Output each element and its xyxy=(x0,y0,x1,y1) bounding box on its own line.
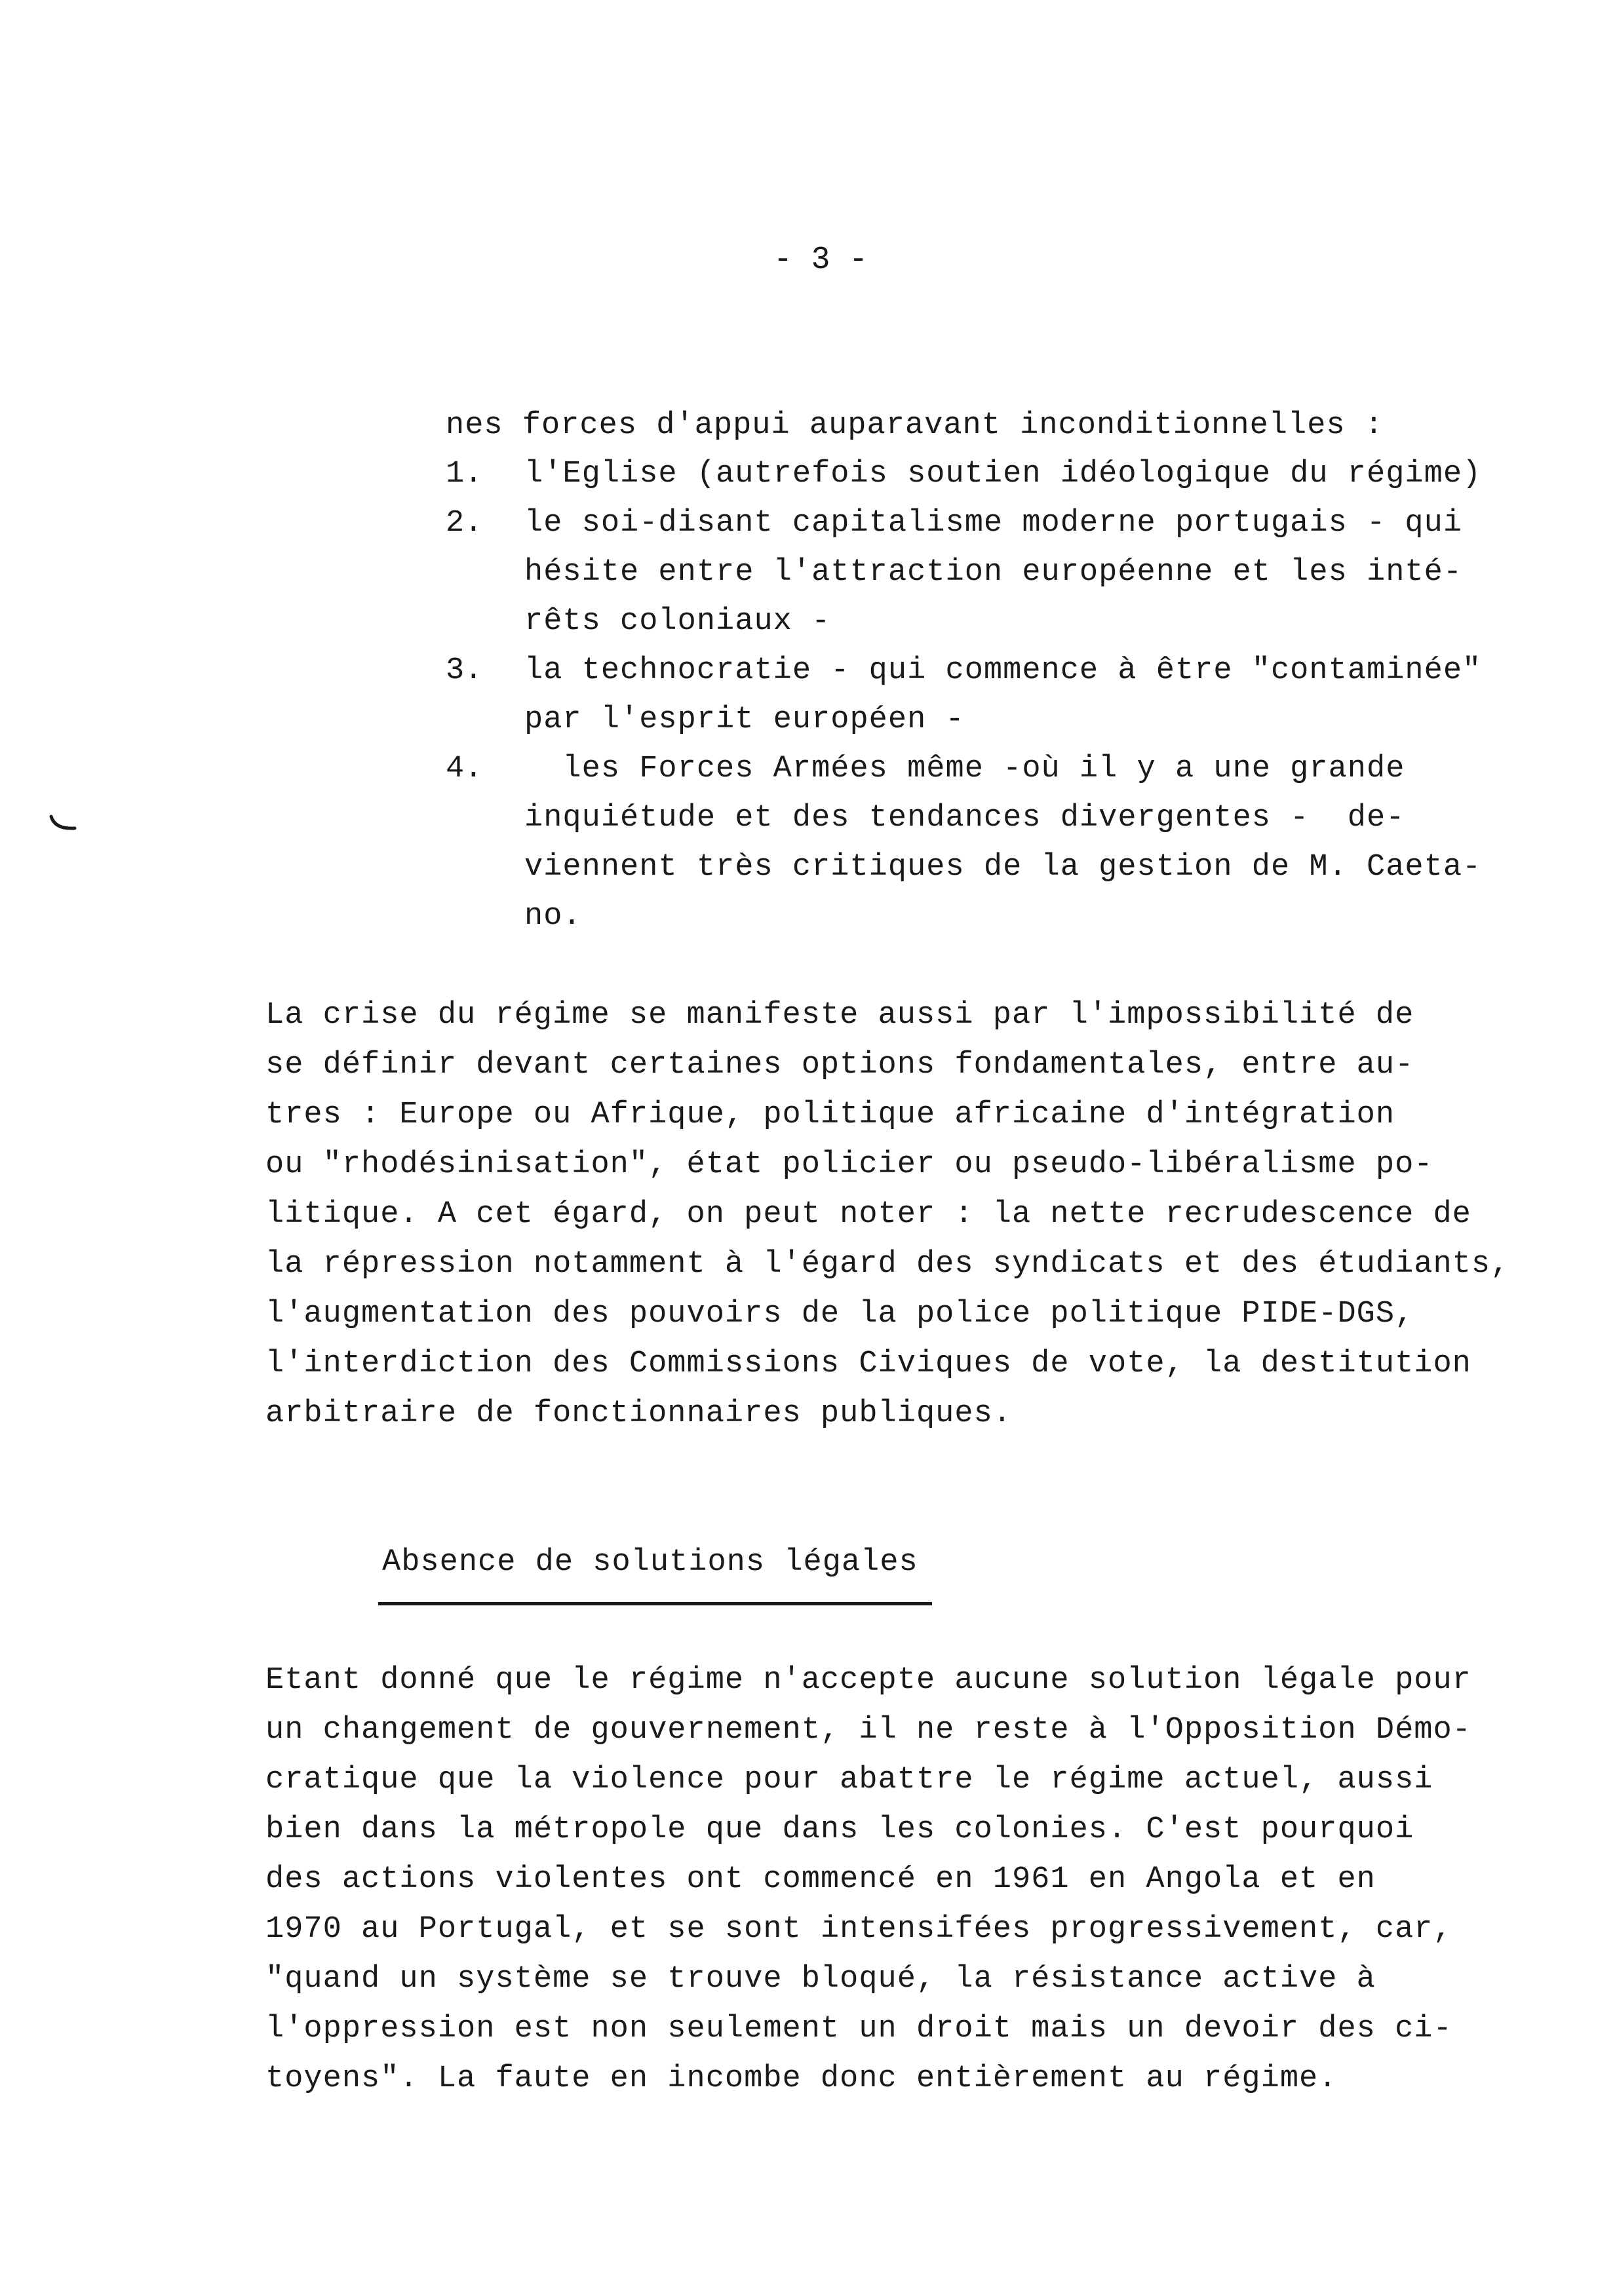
paragraph-line: Etant donné que le régime n'accepte aucune solution légale pour xyxy=(265,1663,1471,1698)
margin-pen-mark xyxy=(46,813,85,839)
paragraph-line: la répression notamment à l'égard des syndicats et des étudiants, xyxy=(265,1247,1510,1282)
list-item-line: par l'esprit européen - xyxy=(524,702,965,737)
paragraph-line: se définir devant certaines options fondamentales, entre au- xyxy=(265,1048,1414,1082)
paragraph-line: toyens". La faute en incombe donc entièrement au régime. xyxy=(265,2061,1338,2096)
paragraph-line: tres : Europe ou Afrique, politique africaine d'intégration xyxy=(265,1098,1395,1132)
paragraph-line: "quand un système se trouve bloqué, la résistance active à xyxy=(265,1962,1376,1997)
list-item-number: 4. xyxy=(446,752,483,786)
list-item-line: inquiétude et des tendances divergentes - de- xyxy=(524,801,1405,835)
paragraph-line: l'interdiction des Commissions Civiques de vote, la destitution xyxy=(265,1347,1471,1381)
paragraph-line: 1970 au Portugal, et se sont intensifées progressivement, car, xyxy=(265,1912,1452,1947)
list-item-line: viennent très critiques de la gestion de M. Caeta- xyxy=(524,850,1482,885)
list-item-line: l'Eglise (autrefois soutien idéologique du régime) xyxy=(524,457,1482,491)
section-heading: Absence de solutions légales xyxy=(382,1545,918,1580)
paragraph-line: un changement de gouvernement, il ne reste à l'Opposition Démo- xyxy=(265,1713,1471,1748)
paragraph-line: l'augmentation des pouvoirs de la police politique PIDE-DGS, xyxy=(265,1297,1414,1331)
paragraph-line: l'oppression est non seulement un droit mais un devoir des ci- xyxy=(265,2012,1452,2046)
heading-underline xyxy=(378,1602,932,1605)
paragraph-line: cratique que la violence pour abattre le régime actuel, aussi xyxy=(265,1763,1433,1797)
list-item-line: le soi-disant capitalisme moderne portugais - qui xyxy=(524,506,1463,541)
paragraph-line: arbitraire de fonctionnaires publiques. xyxy=(265,1396,1012,1431)
paragraph-line: ou "rhodésinisation", état policier ou pseudo-libéralisme po- xyxy=(265,1147,1433,1182)
paragraph-line: La crise du régime se manifeste aussi par l'impossibilité de xyxy=(265,998,1414,1033)
list-item-line: les Forces Armées même -où il y a une grande xyxy=(524,752,1405,786)
page-number: - 3 - xyxy=(773,242,868,278)
list-item-number: 1. xyxy=(446,457,483,491)
list-item-line: no. xyxy=(524,899,582,934)
paragraph-line: des actions violentes ont commencé en 1961 en Angola et en xyxy=(265,1862,1376,1897)
list-item-number: 2. xyxy=(446,506,483,541)
list-item-line: rêts coloniaux - xyxy=(524,604,831,639)
paragraph-line: litique. A cet égard, on peut noter : la nette recrudescence de xyxy=(265,1197,1471,1232)
paragraph-line: bien dans la métropole que dans les colonies. C'est pourquoi xyxy=(265,1812,1414,1847)
list-item-line: hésite entre l'attraction européenne et les inté- xyxy=(524,555,1463,590)
list-item-line: la technocratie - qui commence à être "contaminée" xyxy=(524,653,1482,688)
intro-line: nes forces d'appui auparavant inconditionnelles : xyxy=(446,408,1384,443)
list-item-number: 3. xyxy=(446,653,483,688)
